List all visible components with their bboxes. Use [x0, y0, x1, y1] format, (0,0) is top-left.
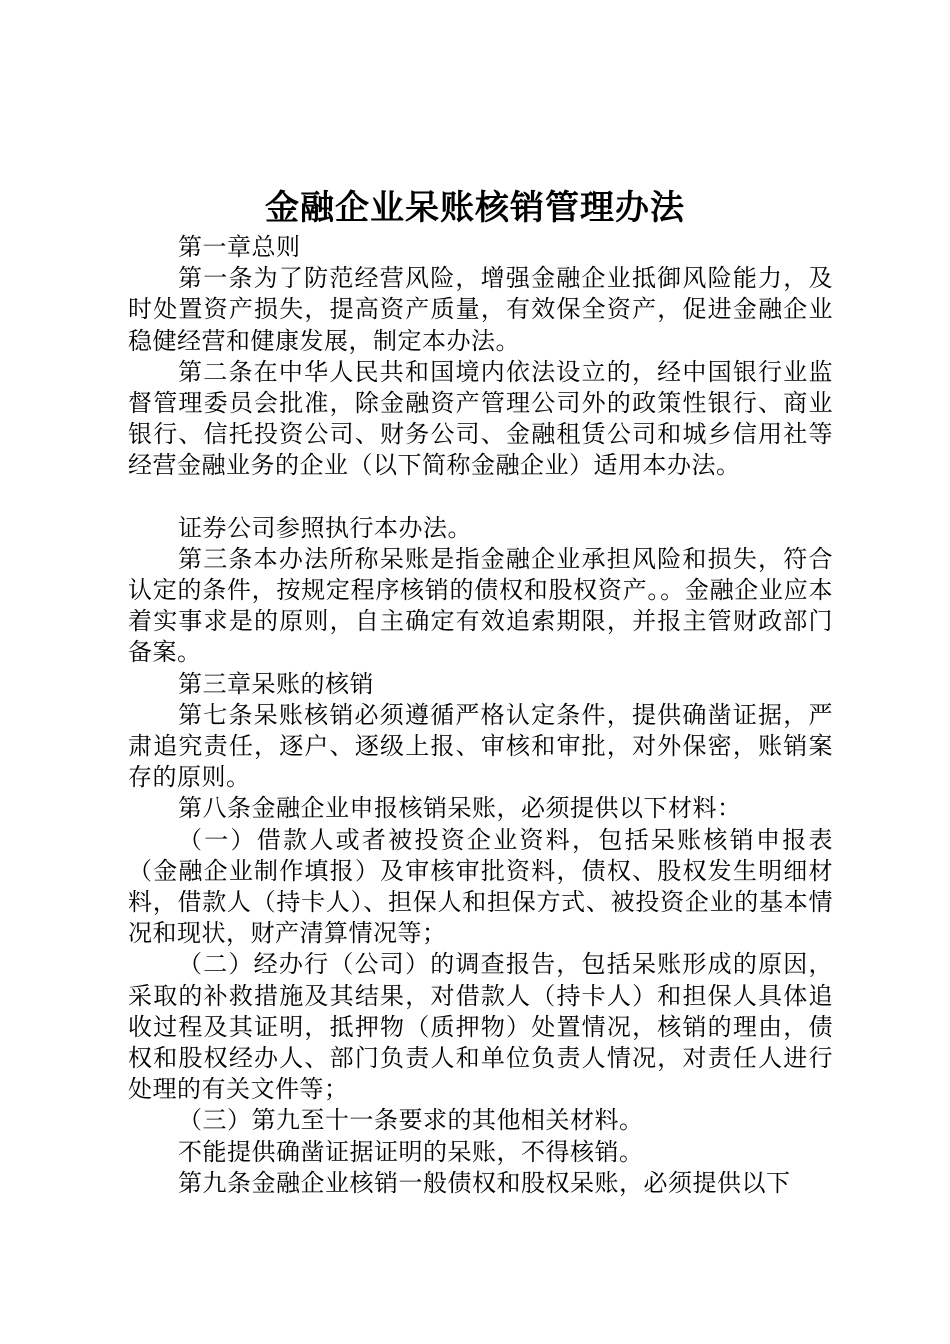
list-item-paragraph: （一）借款人或者被投资企业资料，包括呆账核销申报表（金融企业制作填报）及审核审批资料，债权、股权发生明细材料，借款人（持卡人）、担保人和担保方式、被投资企业的基本情况和现状，财产清算情况等； [128, 825, 833, 948]
article-paragraph: 第七条呆账核销必须遵循严格认定条件，提供确凿证据，严肃追究责任，逐户、逐级上报、审核和审批，对外保密，账销案存的原则。 [128, 700, 833, 792]
list-item-paragraph: （二）经办行（公司）的调查报告，包括呆账形成的原因，采取的补救措施及其结果，对借款人（持卡人）和担保人具体追收过程及其证明，抵押物（质押物）处置情况，核销的理由，债权和股权经办人、部门负责人和单位负责人情况，对责任人进行处理的有关文件等； [128, 950, 833, 1104]
article-paragraph: 第八条金融企业申报核销呆账，必须提供以下材料： [178, 794, 742, 823]
article-paragraph: 不能提供确凿证据证明的呆账，不得核销。 [178, 1137, 644, 1166]
paragraph-spacer [128, 482, 833, 513]
document-body [128, 232, 833, 1199]
chapter-heading: 第三章呆账的核销 [178, 669, 374, 698]
article-paragraph: 第九条金融企业核销一般债权和股权呆账，必须提供以下 [178, 1168, 791, 1197]
article-paragraph: 第一条为了防范经营风险，增强金融企业抵御风险能力，及时处置资产损失，提高资产质量，有效保全资产，促进金融企业稳健经营和健康发展，制定本办法。 [128, 264, 833, 355]
article-paragraph: 证券公司参照执行本办法。 [178, 513, 472, 542]
chapter-heading: 第一章总则 [178, 233, 301, 261]
document-title: 金融企业呆账核销管理办法 [265, 188, 685, 228]
article-paragraph: 第二条在中华人民共和国境内依法设立的，经中国银行业监督管理委员会批准，除金融资产管理公司外的政策性银行、商业银行、信托投资公司、财务公司、金融租赁公司和城乡信用社等经营金融业务的企业（以下简称金融企业）适用本办法。 [128, 357, 833, 480]
list-item-paragraph: （三）第九至十一条要求的其他相关材料。 [178, 1106, 644, 1135]
article-paragraph: 第三条本办法所称呆账是指金融企业承担风险和损失，符合认定的条件，按规定程序核销的债权和股权资产。。金融企业应本着实事求是的原则，自主确定有效追索期限，并报主管财政部门备案。 [128, 544, 833, 667]
